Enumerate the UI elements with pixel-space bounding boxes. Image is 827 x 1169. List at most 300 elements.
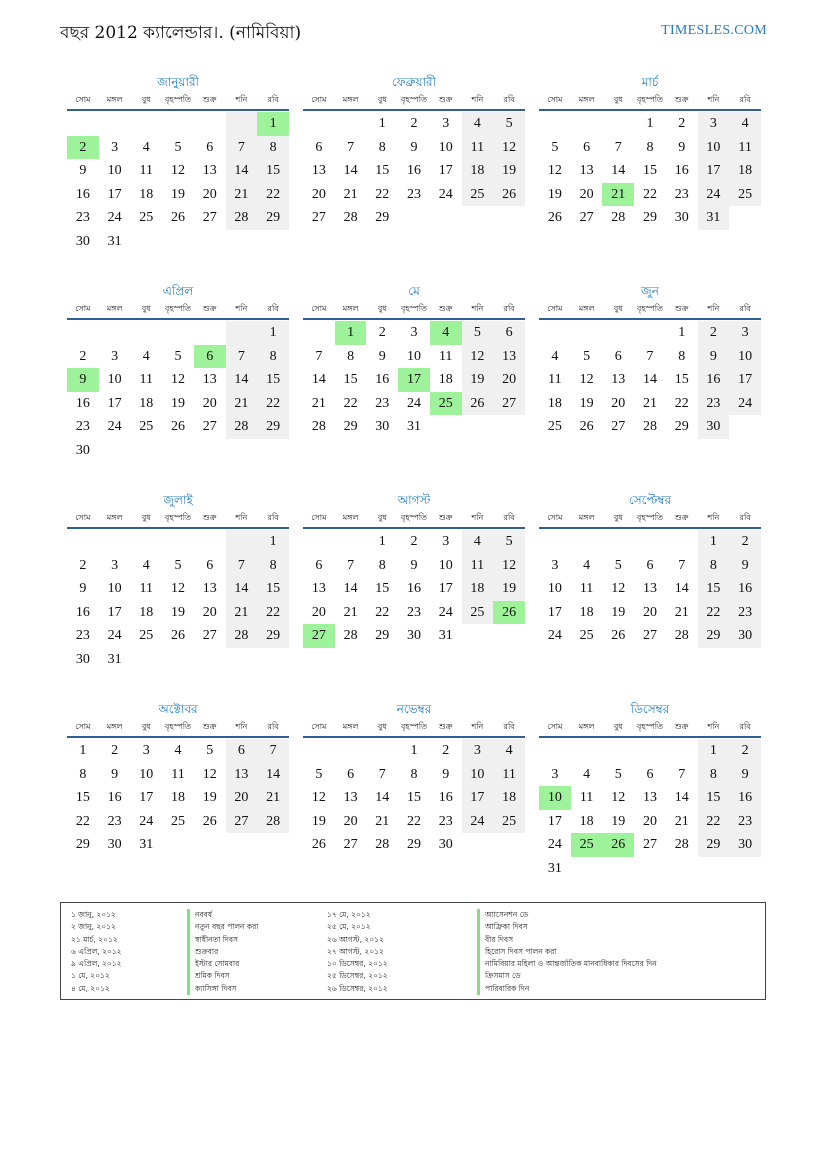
- weekday-label: বৃহস্পতি: [636, 722, 664, 731]
- holiday-name: নববর্ষ: [187, 909, 327, 921]
- day-cell: 24: [107, 210, 122, 225]
- day-cell: 21: [674, 604, 689, 620]
- weekday-label: শুক্র: [202, 722, 217, 731]
- day-cell: 5: [614, 557, 622, 573]
- day-cell: 14: [611, 163, 626, 178]
- month-block: [67, 700, 289, 857]
- day-cell: 13: [642, 581, 657, 596]
- day-cell: 18: [139, 395, 154, 411]
- day-cell: 20: [202, 395, 217, 411]
- weekday-label: শনি: [235, 304, 248, 313]
- day-cell: 6: [226, 739, 258, 763]
- day-cell: 16: [75, 604, 90, 620]
- day-cell: 17: [107, 604, 122, 620]
- day-cell: 9: [729, 554, 761, 578]
- day-cell: 27: [311, 210, 326, 225]
- day-cell: 15: [698, 577, 730, 601]
- day-cell: 6: [646, 557, 654, 573]
- empty-cell: [67, 530, 99, 554]
- day-cell: 12: [493, 136, 525, 160]
- day-cell: 12: [493, 554, 525, 578]
- day-cell: 12: [170, 581, 185, 596]
- holiday-date: ১০ ডিসেম্বর, ২০১২: [327, 959, 388, 969]
- day-cell: 7: [226, 136, 258, 160]
- empty-cell: [99, 321, 131, 345]
- day-cell: 11: [579, 790, 594, 805]
- holiday-name: ক্যাসিঙ্গা দিবস: [187, 983, 327, 995]
- day-cell: 26: [311, 837, 326, 852]
- weekday-header: [67, 93, 289, 111]
- weekday-label: বুধ: [613, 513, 623, 522]
- holiday-day-cell: 21: [602, 183, 634, 207]
- day-cell: 11: [729, 136, 761, 160]
- weekday-header: [539, 511, 761, 529]
- day-cell: 11: [579, 581, 594, 596]
- day-cell: 28: [311, 419, 326, 434]
- empty-cell: [194, 321, 226, 345]
- weekday-label: শুক্র: [438, 304, 453, 313]
- day-cell: 12: [611, 581, 626, 596]
- day-cell: 5: [174, 348, 182, 364]
- day-cell: 15: [343, 372, 358, 387]
- day-cell: 8: [79, 766, 87, 782]
- day-cell: 20: [611, 395, 626, 411]
- day-cell: 16: [729, 577, 761, 601]
- day-cell: 29: [75, 837, 90, 852]
- day-cell: 9: [678, 139, 686, 155]
- month-block: [539, 700, 761, 880]
- day-cell: 15: [257, 368, 289, 392]
- day-cell: 15: [375, 581, 390, 596]
- weekday-header: [67, 720, 289, 738]
- empty-cell: [194, 112, 226, 136]
- month-block: [303, 73, 525, 230]
- day-cell: 28: [343, 210, 358, 225]
- day-cell: 24: [462, 810, 494, 834]
- day-cell: 1: [257, 530, 289, 554]
- holiday-dates-left: [71, 909, 181, 995]
- day-cell: 20: [311, 604, 326, 620]
- day-cell: 13: [226, 763, 258, 787]
- day-cell: 26: [579, 419, 594, 434]
- day-cell: 25: [493, 810, 525, 834]
- weekday-label: বৃহস্পতি: [636, 304, 664, 313]
- day-cell: 20: [202, 604, 217, 620]
- day-cell: 11: [139, 372, 154, 387]
- holiday-day-cell: 2: [67, 136, 99, 160]
- day-cell: 29: [257, 624, 289, 648]
- day-cell: 24: [438, 604, 453, 620]
- day-cell: 19: [493, 577, 525, 601]
- empty-cell: [602, 530, 634, 554]
- day-cell: 3: [442, 534, 450, 549]
- holiday-name: নতুন বছর পালন করা: [187, 921, 327, 933]
- weekday-label: বুধ: [377, 304, 387, 313]
- day-cell: 9: [79, 163, 87, 178]
- empty-cell: [335, 530, 367, 554]
- holiday-day-cell: 26: [493, 601, 525, 625]
- weekday-label: শনি: [235, 722, 248, 731]
- day-cell: 1: [646, 116, 654, 131]
- day-cell: 5: [583, 348, 591, 364]
- weekday-label: বৃহস্পতি: [636, 95, 664, 104]
- day-cell: 12: [611, 790, 626, 805]
- weekday-label: রবি: [739, 304, 751, 313]
- month-name: মার্চ: [641, 75, 659, 89]
- day-cell: 29: [406, 837, 421, 852]
- day-cell: 1: [378, 116, 386, 131]
- day-cell: 31: [107, 233, 122, 249]
- empty-cell: [99, 112, 131, 136]
- day-cell: 10: [438, 557, 453, 573]
- day-cell: 7: [614, 139, 622, 155]
- weekday-label: মঙ্গল: [578, 304, 595, 313]
- day-cell: 8: [646, 139, 654, 155]
- day-cell: 30: [75, 233, 90, 249]
- holiday-date: ৬ এপ্রিল, ২০১২: [71, 946, 122, 956]
- day-cell: 26: [493, 183, 525, 207]
- month-name: আগস্ট: [397, 493, 431, 507]
- weekday-label: মঙ্গল: [342, 304, 359, 313]
- day-cell: 18: [547, 395, 562, 411]
- day-cell: 12: [579, 372, 594, 387]
- month-block: [67, 491, 289, 671]
- holiday-name: শুক্রবার: [187, 946, 327, 958]
- weekday-label: রবি: [739, 95, 751, 104]
- day-cell: 23: [107, 813, 122, 829]
- day-cell: 15: [375, 163, 390, 178]
- weekday-label: শনি: [235, 95, 248, 104]
- day-cell: 30: [729, 833, 761, 857]
- day-cell: 6: [493, 321, 525, 345]
- day-cell: 17: [462, 786, 494, 810]
- weekday-label: সোম: [75, 513, 91, 522]
- day-cell: 25: [547, 419, 562, 434]
- holiday-date: ৯ এপ্রিল, ২০১২: [71, 959, 122, 969]
- day-cell: 30: [698, 415, 730, 439]
- holiday-day-cell: 17: [398, 368, 430, 392]
- holiday-date: ৪ মে, ২০১২: [71, 983, 110, 993]
- holiday-day-cell: 10: [539, 786, 571, 810]
- day-cell: 13: [343, 790, 358, 805]
- day-cell: 31: [139, 837, 154, 852]
- weekday-label: শনি: [707, 95, 720, 104]
- day-cell: 31: [547, 860, 562, 876]
- day-cell: 2: [79, 348, 87, 364]
- day-cell: 16: [375, 372, 390, 387]
- day-cell: 14: [226, 577, 258, 601]
- day-cell: 24: [406, 395, 421, 411]
- day-cell: 9: [378, 348, 386, 364]
- empty-cell: [130, 321, 162, 345]
- day-cell: 18: [139, 186, 154, 202]
- day-cell: 1: [698, 530, 730, 554]
- day-cell: 7: [678, 557, 686, 573]
- day-cell: 30: [406, 628, 421, 643]
- month-name: এপ্রিল: [162, 284, 194, 298]
- day-cell: 24: [107, 628, 122, 643]
- day-cell: 29: [375, 628, 390, 643]
- day-cell: 11: [462, 554, 494, 578]
- empty-cell: [303, 112, 335, 136]
- day-cell: 7: [226, 345, 258, 369]
- day-cell: 10: [107, 163, 122, 178]
- days-grid: [303, 530, 525, 648]
- day-cell: 14: [674, 581, 689, 596]
- weekday-label: বুধ: [377, 95, 387, 104]
- day-cell: 22: [698, 601, 730, 625]
- day-cell: 18: [579, 604, 594, 620]
- brand-link[interactable]: TIMESLES.COM: [661, 23, 767, 38]
- weekday-label: শুক্র: [202, 304, 217, 313]
- day-cell: 22: [698, 810, 730, 834]
- day-cell: 16: [729, 786, 761, 810]
- day-cell: 19: [611, 604, 626, 620]
- day-cell: 3: [698, 112, 730, 136]
- day-cell: 2: [410, 116, 418, 131]
- weekday-label: সোম: [75, 95, 91, 104]
- month-block: [539, 282, 761, 439]
- day-cell: 25: [139, 210, 154, 225]
- holiday-name: স্বাধীনতা দিবস: [187, 934, 327, 946]
- day-cell: 30: [729, 624, 761, 648]
- weekday-label: শনি: [471, 722, 484, 731]
- day-cell: 6: [206, 139, 214, 155]
- day-cell: 23: [674, 186, 689, 202]
- weekday-label: শুক্র: [674, 95, 689, 104]
- day-cell: 17: [547, 604, 562, 620]
- day-cell: 24: [438, 186, 453, 202]
- empty-cell: [571, 530, 603, 554]
- holiday-day-cell: 6: [194, 345, 226, 369]
- days-grid: [303, 321, 525, 439]
- day-cell: 12: [202, 766, 217, 782]
- day-cell: 14: [674, 790, 689, 805]
- day-cell: 19: [547, 186, 562, 202]
- weekday-label: শনি: [471, 513, 484, 522]
- day-cell: 14: [343, 581, 358, 596]
- empty-cell: [303, 739, 335, 763]
- weekday-label: রবি: [267, 722, 279, 731]
- day-cell: 22: [257, 392, 289, 416]
- weekday-label: বৃহস্পতি: [164, 304, 192, 313]
- day-cell: 16: [406, 581, 421, 596]
- day-cell: 11: [438, 348, 453, 364]
- day-cell: 3: [111, 557, 119, 573]
- day-cell: 16: [107, 790, 122, 805]
- day-cell: 31: [107, 651, 122, 667]
- days-grid: [303, 739, 525, 857]
- weekday-header: [67, 511, 289, 529]
- empty-cell: [634, 739, 666, 763]
- day-cell: 20: [493, 368, 525, 392]
- day-cell: 28: [226, 206, 258, 230]
- month-name: জানুয়ারী: [157, 75, 199, 89]
- weekday-label: বৃহস্পতি: [400, 304, 428, 313]
- weekday-label: মঙ্গল: [578, 513, 595, 522]
- day-cell: 16: [674, 163, 689, 178]
- day-cell: 5: [493, 112, 525, 136]
- holiday-name: ক্রিসমাস ডে: [477, 970, 762, 982]
- day-cell: 21: [343, 186, 358, 202]
- day-cell: 11: [139, 163, 154, 178]
- day-cell: 21: [343, 604, 358, 620]
- weekday-label: সোম: [311, 513, 327, 522]
- weekday-label: সোম: [75, 304, 91, 313]
- days-grid: [539, 112, 761, 230]
- weekday-label: শুক্র: [438, 513, 453, 522]
- day-cell: 1: [257, 321, 289, 345]
- day-cell: 18: [462, 159, 494, 183]
- day-cell: 19: [311, 813, 326, 829]
- month-block: [67, 73, 289, 253]
- day-cell: 17: [107, 395, 122, 411]
- weekday-label: শনি: [471, 304, 484, 313]
- weekday-header: [539, 302, 761, 320]
- holiday-list: [60, 902, 766, 1000]
- day-cell: 4: [174, 743, 182, 758]
- day-cell: 2: [729, 739, 761, 763]
- day-cell: 17: [698, 159, 730, 183]
- weekday-label: বৃহস্পতি: [164, 95, 192, 104]
- day-cell: 11: [462, 136, 494, 160]
- day-cell: 24: [107, 419, 122, 434]
- day-cell: 27: [343, 837, 358, 852]
- day-cell: 8: [257, 345, 289, 369]
- day-cell: 27: [226, 810, 258, 834]
- day-cell: 9: [410, 557, 418, 573]
- day-cell: 13: [202, 581, 217, 596]
- day-cell: 25: [462, 601, 494, 625]
- day-cell: 10: [462, 763, 494, 787]
- day-cell: 27: [493, 392, 525, 416]
- day-cell: 20: [226, 786, 258, 810]
- day-cell: 17: [107, 186, 122, 202]
- holiday-name: বীর দিবস: [477, 934, 762, 946]
- day-cell: 19: [579, 395, 594, 411]
- empty-cell: [335, 112, 367, 136]
- day-cell: 31: [698, 206, 730, 230]
- day-cell: 20: [642, 813, 657, 829]
- day-cell: 10: [107, 372, 122, 387]
- day-cell: 12: [547, 163, 562, 178]
- day-cell: 3: [410, 325, 418, 340]
- weekday-label: সোম: [75, 722, 91, 731]
- weekday-label: মঙ্গল: [578, 95, 595, 104]
- day-cell: 5: [315, 766, 323, 782]
- empty-cell: [99, 530, 131, 554]
- day-cell: 23: [406, 186, 421, 202]
- day-cell: 17: [547, 813, 562, 829]
- day-cell: 16: [406, 163, 421, 178]
- day-cell: 28: [226, 415, 258, 439]
- holiday-date: ২৭ আগস্ট, ২০১২: [327, 946, 384, 956]
- weekday-label: বৃহস্পতি: [400, 722, 428, 731]
- holiday-date: ২১ মার্চ, ২০১২: [71, 934, 118, 944]
- day-cell: 14: [343, 163, 358, 178]
- day-cell: 18: [462, 577, 494, 601]
- weekday-label: বৃহস্পতি: [164, 513, 192, 522]
- day-cell: 16: [75, 395, 90, 411]
- day-cell: 26: [202, 813, 217, 829]
- day-cell: 25: [462, 183, 494, 207]
- day-cell: 4: [142, 557, 150, 573]
- holiday-day-cell: 25: [430, 392, 462, 416]
- weekday-header: [539, 720, 761, 738]
- holiday-name: ইস্টার সোমবার: [187, 958, 327, 970]
- day-cell: 18: [493, 786, 525, 810]
- day-cell: 15: [674, 372, 689, 387]
- holiday-date: ২৬ ডিসেম্বর, ২০১২: [327, 983, 388, 993]
- weekday-label: মঙ্গল: [106, 513, 123, 522]
- day-cell: 8: [698, 554, 730, 578]
- day-cell: 8: [257, 136, 289, 160]
- day-cell: 22: [75, 813, 90, 829]
- day-cell: 5: [614, 766, 622, 782]
- weekday-label: মঙ্গল: [342, 722, 359, 731]
- weekday-label: শুক্র: [438, 722, 453, 731]
- weekday-label: বুধ: [141, 513, 151, 522]
- day-cell: 10: [406, 348, 421, 364]
- empty-cell: [634, 321, 666, 345]
- weekday-label: শুক্র: [674, 722, 689, 731]
- day-cell: 18: [579, 813, 594, 829]
- day-cell: 13: [493, 345, 525, 369]
- holiday-day-cell: 1: [335, 321, 367, 345]
- day-cell: 3: [111, 348, 119, 364]
- day-cell: 31: [406, 419, 421, 434]
- day-cell: 28: [257, 810, 289, 834]
- day-cell: 11: [171, 766, 185, 782]
- day-cell: 3: [729, 321, 761, 345]
- day-cell: 21: [226, 392, 258, 416]
- day-cell: 22: [375, 604, 390, 620]
- day-cell: 4: [583, 766, 591, 782]
- day-cell: 25: [170, 813, 185, 829]
- day-cell: 25: [139, 419, 154, 434]
- month-block: [539, 73, 761, 230]
- weekday-label: বুধ: [377, 722, 387, 731]
- weekday-label: শনি: [707, 513, 720, 522]
- day-cell: 14: [311, 372, 326, 387]
- holiday-name: পারিবারিক দিন: [477, 983, 762, 995]
- day-cell: 4: [583, 557, 591, 573]
- day-cell: 8: [678, 348, 686, 364]
- day-cell: 2: [442, 743, 450, 758]
- days-grid: [303, 112, 525, 230]
- day-cell: 18: [170, 790, 185, 805]
- holiday-names-left: [187, 909, 327, 995]
- day-cell: 10: [438, 139, 453, 155]
- day-cell: 6: [347, 766, 355, 782]
- day-cell: 5: [206, 743, 214, 758]
- day-cell: 18: [139, 604, 154, 620]
- day-cell: 22: [642, 186, 657, 202]
- weekday-header: [303, 302, 525, 320]
- day-cell: 1: [698, 739, 730, 763]
- weekday-label: সোম: [311, 304, 327, 313]
- day-cell: 18: [729, 159, 761, 183]
- day-cell: 7: [347, 139, 355, 155]
- day-cell: 19: [170, 186, 185, 202]
- day-cell: 8: [698, 763, 730, 787]
- day-cell: 26: [170, 210, 185, 225]
- days-grid: [539, 321, 761, 439]
- day-cell: 22: [375, 186, 390, 202]
- weekday-label: শুক্র: [202, 513, 217, 522]
- day-cell: 7: [347, 557, 355, 573]
- day-cell: 22: [257, 601, 289, 625]
